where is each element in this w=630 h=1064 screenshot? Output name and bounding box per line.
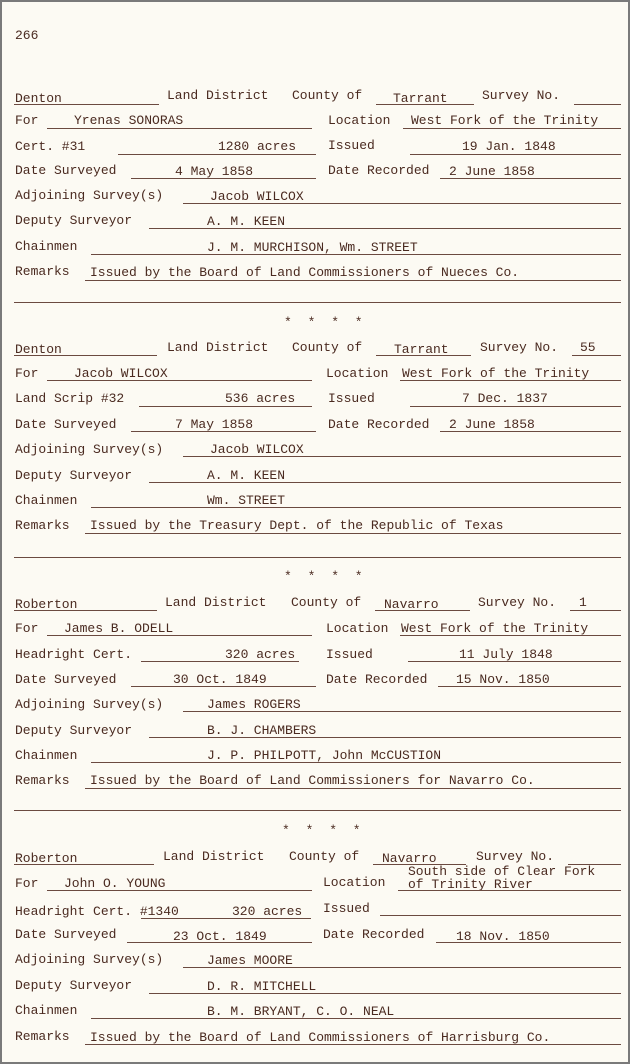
remarks-value: Issued by the Treasury Dept. of the Republic of Texas: [90, 518, 504, 533]
remarks-value: Issued by the Board of Land Commissioners for Navarro Co.: [90, 773, 535, 788]
deputy-label: Deputy Surveyor: [15, 468, 133, 483]
district-line: [14, 864, 154, 865]
for-line: [47, 128, 312, 129]
adjoining-value: James MOORE: [207, 953, 293, 968]
issued-label: Issued: [323, 901, 370, 916]
county-line: [376, 104, 474, 105]
for-label: For: [15, 366, 39, 381]
acres-line: [141, 918, 311, 919]
adjoining-label: Adjoining Survey(s): [15, 442, 164, 457]
adjoining-line: [183, 711, 621, 712]
date-recorded-label: Date Recorded: [323, 927, 425, 942]
location-value: West Fork of the Trinity: [402, 366, 590, 381]
issued-value: 19 Jan. 1848: [462, 139, 556, 154]
page-number: 266: [15, 28, 39, 43]
remarks-line: [85, 788, 621, 789]
date-surveyed-line: [131, 686, 316, 687]
location-label: Location: [323, 875, 386, 890]
deputy-label: Deputy Surveyor: [15, 723, 133, 738]
location-label: Location: [326, 366, 389, 381]
date-surveyed-value: 4 May 1858: [175, 164, 254, 179]
land-district-label: Land District: [165, 595, 267, 610]
cert-value: Headright Cert. #1340: [15, 904, 179, 919]
remarks-line: [85, 1044, 621, 1045]
date-recorded-value: 18 Nov. 1850: [456, 929, 550, 944]
county-line: [375, 610, 470, 611]
remarks-label: Remarks: [15, 1029, 70, 1044]
district-line: [14, 610, 157, 611]
district-value: Denton: [15, 342, 62, 357]
location-label: Location: [326, 621, 389, 636]
chainmen-line: [91, 762, 621, 763]
chainmen-line: [91, 254, 621, 255]
date-recorded-line: [440, 178, 621, 179]
county-value: Tarrant: [393, 91, 448, 106]
date-surveyed-value: 30 Oct. 1849: [173, 672, 267, 687]
date-recorded-line: [436, 942, 621, 943]
remarks-line: [85, 280, 621, 281]
district-line: [14, 355, 157, 356]
deputy-value: A. M. KEEN: [207, 214, 286, 229]
date-recorded-line: [440, 431, 621, 432]
remarks-label: Remarks: [15, 264, 70, 279]
issued-line: [380, 915, 621, 916]
remarks-continuation-line: [14, 810, 621, 811]
deputy-value: B. J. CHAMBERS: [207, 723, 317, 738]
chainmen-label: Chainmen: [15, 748, 78, 763]
issued-label: Issued: [328, 138, 375, 153]
acres-value: 1280 acres: [218, 139, 297, 154]
acres-value: 536 acres: [225, 391, 296, 406]
county-value: Navarro: [382, 851, 437, 866]
adjoining-line: [183, 456, 621, 457]
adjoining-value: James ROGERS: [207, 697, 301, 712]
date-surveyed-label: Date Surveyed: [15, 927, 117, 942]
for-line: [47, 635, 312, 636]
adjoining-line: [183, 967, 621, 968]
date-surveyed-label: Date Surveyed: [15, 672, 117, 687]
deputy-value: A. M. KEEN: [207, 468, 286, 483]
district-value: Roberton: [15, 851, 78, 866]
adjoining-value: Jacob WILCOX: [210, 189, 304, 204]
for-label: For: [15, 113, 39, 128]
date-surveyed-line: [131, 431, 316, 432]
for-value: James B. ODELL: [64, 621, 174, 636]
deputy-line: [149, 737, 621, 738]
location-line: [398, 890, 621, 891]
date-surveyed-label: Date Surveyed: [15, 417, 117, 432]
location-value-line-1: South side of Clear Fork: [408, 864, 596, 879]
county-label: County of: [289, 849, 360, 864]
remarks-continuation-line: [14, 302, 621, 303]
survey-no-label: Survey No.: [476, 849, 555, 864]
survey-no-value: 55: [580, 340, 596, 355]
date-surveyed-value: 7 May 1858: [175, 417, 254, 432]
remarks-line: [85, 533, 621, 534]
for-value: John O. YOUNG: [64, 876, 166, 891]
county-label: County of: [291, 595, 362, 610]
survey-no-label: Survey No.: [478, 595, 557, 610]
acres-value: 320 acres: [225, 647, 296, 662]
cert-value: Land Scrip #32: [15, 391, 125, 406]
chainmen-label: Chainmen: [15, 493, 78, 508]
chainmen-value: J. M. MURCHISON, Wm. STREET: [207, 240, 418, 255]
for-value: Jacob WILCOX: [74, 366, 168, 381]
cert-value: Headright Cert.: [15, 647, 133, 662]
date-surveyed-value: 23 Oct. 1849: [173, 929, 267, 944]
survey-no-label: Survey No.: [480, 340, 559, 355]
location-line: [400, 380, 621, 381]
location-label: Location: [328, 113, 391, 128]
survey-no-value: 1: [579, 595, 587, 610]
location-value: West Fork of the Trinity: [401, 621, 589, 636]
acres-line: [139, 406, 312, 407]
district-value: Roberton: [15, 597, 78, 612]
deputy-line: [149, 228, 621, 229]
remarks-value: Issued by the Board of Land Commissioners of Nueces Co.: [90, 265, 520, 280]
issued-value: 7 Dec. 1837: [462, 391, 548, 406]
remarks-value: Issued by the Board of Land Commissioners of Harrisburg Co.: [90, 1030, 551, 1045]
for-label: For: [15, 876, 39, 891]
chainmen-label: Chainmen: [15, 239, 78, 254]
issued-line: [410, 154, 621, 155]
date-recorded-label: Date Recorded: [328, 163, 430, 178]
survey-no-label: Survey No.: [482, 88, 561, 103]
location-value-line-2: of Trinity River: [408, 877, 533, 892]
county-value: Tarrant: [394, 342, 449, 357]
adjoining-line: [183, 203, 621, 204]
for-line: [47, 890, 312, 891]
remarks-continuation-line: [14, 557, 621, 558]
acres-value: 320 acres: [232, 904, 303, 919]
county-value: Navarro: [384, 597, 439, 612]
deputy-label: Deputy Surveyor: [15, 978, 133, 993]
survey-no-line: [574, 104, 621, 105]
date-recorded-line: [438, 686, 621, 687]
for-value: Yrenas SONORAS: [74, 113, 184, 128]
date-surveyed-line: [131, 178, 316, 179]
record-separator: * * * *: [284, 315, 367, 330]
deputy-line: [149, 482, 621, 483]
for-label: For: [15, 621, 39, 636]
district-line: [14, 104, 159, 105]
issued-value: 11 July 1848: [459, 647, 553, 662]
adjoining-label: Adjoining Survey(s): [15, 188, 164, 203]
survey-no-line: [572, 355, 621, 356]
chainmen-value: Wm. STREET: [207, 493, 286, 508]
acres-line: [118, 154, 316, 155]
date-recorded-value: 2 June 1858: [449, 417, 535, 432]
issued-label: Issued: [328, 391, 375, 406]
county-label: County of: [292, 88, 363, 103]
location-line: [400, 635, 621, 636]
for-line: [47, 380, 312, 381]
acres-line: [141, 661, 299, 662]
survey-no-line: [570, 610, 621, 611]
land-district-label: Land District: [163, 849, 265, 864]
land-district-label: Land District: [167, 88, 269, 103]
location-line: [403, 128, 621, 129]
adjoining-label: Adjoining Survey(s): [15, 952, 164, 967]
county-line: [376, 355, 471, 356]
issued-label: Issued: [326, 647, 373, 662]
chainmen-value: J. P. PHILPOTT, John McCUSTION: [207, 748, 442, 763]
chainmen-line: [91, 507, 621, 508]
county-label: County of: [292, 340, 363, 355]
deputy-line: [149, 993, 621, 994]
chainmen-line: [91, 1018, 621, 1019]
district-value: Denton: [15, 91, 62, 106]
date-recorded-value: 15 Nov. 1850: [456, 672, 550, 687]
remarks-label: Remarks: [15, 518, 70, 533]
chainmen-value: B. M. BRYANT, C. O. NEAL: [207, 1004, 395, 1019]
date-surveyed-label: Date Surveyed: [15, 163, 117, 178]
chainmen-label: Chainmen: [15, 1003, 78, 1018]
record-separator: * * * *: [284, 569, 367, 584]
record-separator: * * * *: [282, 823, 365, 838]
adjoining-label: Adjoining Survey(s): [15, 697, 164, 712]
date-recorded-label: Date Recorded: [328, 417, 430, 432]
date-recorded-label: Date Recorded: [326, 672, 428, 687]
issued-line: [408, 661, 621, 662]
date-recorded-value: 2 June 1858: [449, 164, 535, 179]
adjoining-value: Jacob WILCOX: [210, 442, 304, 457]
deputy-label: Deputy Surveyor: [15, 213, 133, 228]
issued-line: [410, 406, 621, 407]
date-surveyed-line: [127, 942, 312, 943]
location-value: West Fork of the Trinity: [411, 113, 599, 128]
cert-value: Cert. #31: [15, 139, 86, 154]
land-district-label: Land District: [167, 340, 269, 355]
deputy-value: D. R. MITCHELL: [207, 979, 317, 994]
remarks-label: Remarks: [15, 773, 70, 788]
